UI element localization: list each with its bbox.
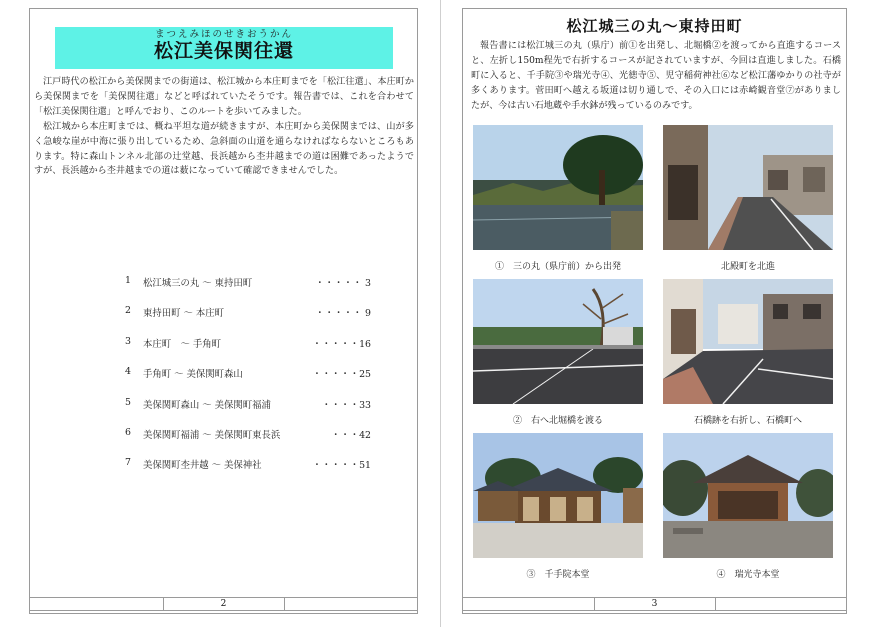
page-footer [30, 597, 417, 611]
toc-page: ・・・・33 [321, 399, 371, 411]
toc-item[interactable] [125, 305, 395, 335]
page-2 [29, 8, 418, 614]
toc-title: 松江城三の丸 〜 東持田町 [143, 278, 253, 289]
section-text [471, 39, 841, 114]
photo-caption: ① 三の丸（県庁前）から出発 [494, 262, 621, 272]
page-title: 松江美保関往還 [153, 40, 294, 62]
toc-number: 3 [125, 335, 131, 347]
toc-title: 手角町 〜 美保関町森山 [143, 369, 243, 381]
toc-item[interactable] [125, 275, 395, 305]
toc-page: ・・・・・ 3 [315, 278, 371, 289]
toc-number: 4 [125, 366, 131, 378]
photo-caption: ③ 千手院本堂 [526, 570, 590, 580]
toc-number: 2 [125, 305, 131, 317]
toc-page: ・・・42 [330, 429, 371, 441]
toc-item[interactable] [125, 366, 395, 396]
intro-text [34, 75, 414, 179]
intro-paragraph: 江戸時代の松江から美保関までの街道は、松江城から本庄町までを「松江往還」、本庄町から美保関までを「美保関往還」などと呼ばれていたそうです。報告書では、これを合わせて「松江美保関往還」と呼んでおり、このルートを歩いてみました。 [34, 77, 414, 117]
page-footer [463, 597, 846, 611]
page-3 [462, 8, 847, 614]
toc-page: ・・・・・51 [312, 460, 371, 472]
toc-number: 6 [125, 426, 131, 438]
title-banner [55, 27, 393, 69]
toc-title: 本庄町 〜 手角町 [143, 338, 221, 350]
toc-number: 1 [125, 275, 131, 286]
temple-photo [473, 433, 643, 558]
section-heading: 松江城三の丸〜東持田町 [566, 17, 743, 35]
photo-caption: ④ 瑞光寺本堂 [716, 570, 780, 580]
toc-item[interactable] [125, 336, 395, 366]
toc-item[interactable] [125, 427, 395, 457]
toc-title: 美保関町森山 〜 美保関町福浦 [143, 399, 271, 411]
toc-page: ・・・・・ 9 [315, 308, 371, 320]
title-ruby: まつえみほのせきおうかん [154, 29, 293, 40]
street-photo [663, 125, 833, 250]
temple-hall-photo [663, 433, 833, 558]
table-of-contents [125, 275, 395, 488]
bridge-road-photo [473, 279, 643, 404]
toc-page: ・・・・・25 [312, 369, 371, 381]
intro-paragraph: 松江城から本庄町までは、概ね平坦な道が続きますが、本庄町から美保関までは、山が多く急峻な崖が中海に張り出しているため、急斜面の山道を通らなければならないところもあります。特に森山トンネル北部の辻堂越、長浜越から杢井越までの道は困難であったようですが、長浜越から杢井越までの道は薮になっていて確認できませんでした。 [34, 121, 414, 177]
page-number: 3 [594, 598, 716, 610]
toc-title: 美保関町福浦 〜 美保関町東長浜 [143, 429, 281, 441]
intersection-photo [663, 279, 833, 404]
photo-caption: 石橋跡を右折し、石橋町へ [693, 416, 802, 426]
toc-page: ・・・・・16 [312, 338, 371, 350]
toc-title: 東持田町 〜 本庄町 [143, 308, 224, 320]
photo-caption: ② 右へ北堀橋を渡る [512, 416, 603, 426]
toc-title: 美保関町杢井越 〜 美保神社 [143, 460, 262, 472]
toc-number: 7 [125, 457, 131, 469]
castle-moat-photo [473, 125, 643, 250]
toc-item[interactable] [125, 457, 395, 487]
page-number: 2 [163, 598, 285, 610]
page-gutter [440, 0, 441, 627]
photo-caption: 北殿町を北進 [720, 262, 775, 272]
toc-item[interactable] [125, 397, 395, 427]
section-paragraph: 報告書には松江城三の丸（県庁）前①を出発し、北堀橋②を渡ってから直進するコースと、左折し150m程先で右折するコースが記されていますが、今回は直進しました。石橋町に入ると、千手院③や瑞光寺④、光徳寺⑤、児守稲荷神社⑥など松江藩ゆかりの社寺が多くあります。菅田町へ越える坂道は切り通しで、その入口には赤崎観音堂⑦がありましたが、今は古い石地蔵や手水鉢が残っているのみです。 [471, 41, 841, 111]
toc-number: 5 [125, 396, 131, 408]
